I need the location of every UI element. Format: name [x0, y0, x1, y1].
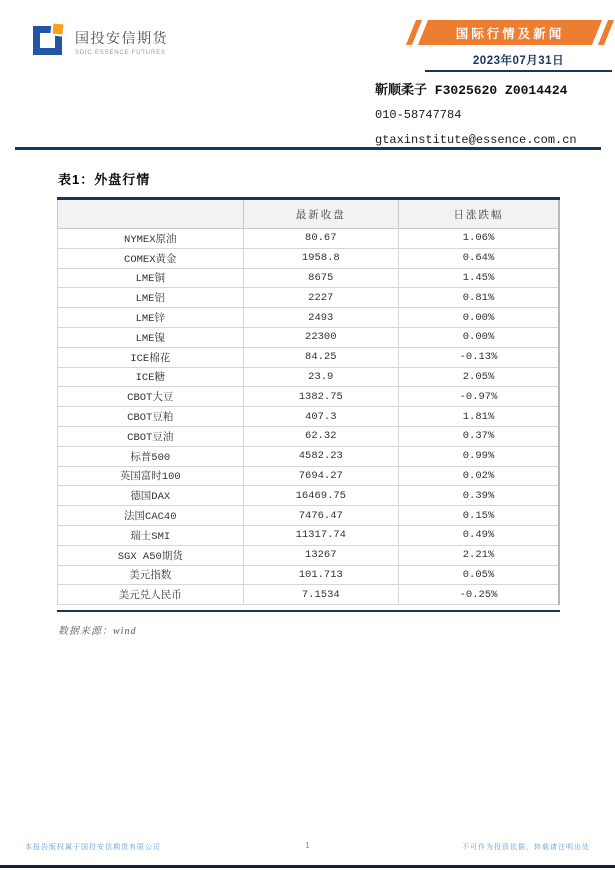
instrument-name-cell: COMEX黄金 — [58, 248, 244, 268]
daily-change-cell: 0.15% — [399, 506, 560, 526]
analyst-name-and-ids: 靳顺柔子 F3025620 Z0014424 — [375, 83, 568, 98]
instrument-name-cell: ICE糖 — [58, 367, 244, 387]
latest-close-cell: 7694.27 — [243, 466, 398, 486]
company-logo-icon — [33, 22, 71, 58]
daily-change-cell: 0.99% — [399, 446, 560, 466]
table-row — [58, 446, 560, 466]
table-header-row — [58, 199, 560, 229]
instrument-name-cell: 标普500 — [58, 446, 244, 466]
instrument-name-cell: LME锌 — [58, 308, 244, 328]
daily-change-cell: 2.05% — [399, 367, 560, 387]
col-header-daily-change: 日涨跌幅 — [399, 199, 560, 229]
instrument-name-cell: CBOT豆油 — [58, 426, 244, 446]
daily-change-cell: 1.45% — [399, 268, 560, 288]
table-row — [58, 229, 560, 249]
table-row — [58, 347, 560, 367]
instrument-name-cell: 法国CAC40 — [58, 506, 244, 526]
logo-orange-square — [50, 21, 65, 36]
daily-change-cell: 1.81% — [399, 407, 560, 427]
col-header-latest-close: 最新收盘 — [243, 199, 398, 229]
latest-close-cell: 2493 — [243, 308, 398, 328]
latest-close-cell: 407.3 — [243, 407, 398, 427]
report-date: 2023年07月31日 — [472, 55, 565, 67]
date-underline — [425, 70, 612, 72]
table-row — [58, 268, 560, 288]
latest-close-cell: 84.25 — [243, 347, 398, 367]
instrument-name-cell: 美元兑人民币 — [58, 585, 244, 605]
company-logo — [33, 22, 168, 58]
latest-close-cell: 1382.75 — [243, 387, 398, 407]
instrument-name-cell: LME铝 — [58, 288, 244, 308]
latest-close-cell: 4582.23 — [243, 446, 398, 466]
table-row — [58, 367, 560, 387]
latest-close-cell: 62.32 — [243, 426, 398, 446]
latest-close-cell: 80.67 — [243, 229, 398, 249]
daily-change-cell: -0.13% — [399, 347, 560, 367]
instrument-name-cell: LME镍 — [58, 327, 244, 347]
daily-change-cell: -0.25% — [399, 585, 560, 605]
instrument-name-cell: 瑞士SMI — [58, 525, 244, 545]
instrument-name-cell: 英国富时100 — [58, 466, 244, 486]
instrument-name-cell: LME铜 — [58, 268, 244, 288]
instrument-name-cell: 德国DAX — [58, 486, 244, 506]
table-row — [58, 426, 560, 446]
table-row — [58, 248, 560, 268]
footer-page-number: 1 — [305, 841, 310, 850]
daily-change-cell: 0.02% — [399, 466, 560, 486]
daily-change-cell: 0.05% — [399, 565, 560, 585]
report-category-banner — [408, 20, 612, 45]
daily-change-cell: -0.97% — [399, 387, 560, 407]
latest-close-cell: 13267 — [243, 545, 398, 565]
instrument-name-cell: NYMEX原油 — [58, 229, 244, 249]
latest-close-cell: 2227 — [243, 288, 398, 308]
table-row — [58, 525, 560, 545]
footer-copyright: 本报告版权属于国投安信期货有限公司 — [25, 844, 161, 851]
table-row — [58, 466, 560, 486]
daily-change-cell: 0.81% — [399, 288, 560, 308]
instrument-name-cell: CBOT大豆 — [58, 387, 244, 407]
data-source-note: 数据来源：wind — [58, 626, 137, 637]
table-row — [58, 387, 560, 407]
footer-bottom-bar — [0, 865, 615, 868]
col-header-instrument — [58, 199, 244, 229]
latest-close-cell: 22300 — [243, 327, 398, 347]
daily-change-cell: 0.37% — [399, 426, 560, 446]
latest-close-cell: 8675 — [243, 268, 398, 288]
latest-close-cell: 7476.47 — [243, 506, 398, 526]
table-row — [58, 565, 560, 585]
table-row — [58, 506, 560, 526]
daily-change-cell: 0.64% — [399, 248, 560, 268]
instrument-name-cell: CBOT豆粕 — [58, 407, 244, 427]
instrument-name-cell: ICE棉花 — [58, 347, 244, 367]
table-title: 表1：外盘行情 — [58, 172, 151, 187]
table-row — [58, 288, 560, 308]
latest-close-cell: 23.9 — [243, 367, 398, 387]
header-divider — [15, 147, 601, 150]
table-row — [58, 327, 560, 347]
instrument-name-cell: SGX A50期货 — [58, 545, 244, 565]
daily-change-cell: 0.00% — [399, 308, 560, 328]
analyst-email: gtaxinstitute@essence.com.cn — [375, 133, 577, 147]
daily-change-cell: 2.21% — [399, 545, 560, 565]
latest-close-cell: 7.1534 — [243, 585, 398, 605]
daily-change-cell: 1.06% — [399, 229, 560, 249]
table-row — [58, 545, 560, 565]
table-row — [58, 407, 560, 427]
latest-close-cell: 1958.8 — [243, 248, 398, 268]
analyst-contact-block — [375, 78, 577, 153]
company-name-en: SDIC ESSENCE FUTURES — [75, 50, 166, 56]
banner-label: 国际行情及新闻 — [455, 26, 565, 41]
analyst-phone: 010-58747784 — [375, 108, 462, 122]
table-row — [58, 585, 560, 605]
instrument-name-cell: 美元指数 — [58, 565, 244, 585]
latest-close-cell: 11317.74 — [243, 525, 398, 545]
footer-disclaimer: 不可作为投资依据，转载请注明出处 — [462, 844, 590, 851]
table-row — [58, 308, 560, 328]
daily-change-cell: 0.49% — [399, 525, 560, 545]
daily-change-cell: 0.00% — [399, 327, 560, 347]
latest-close-cell: 16469.75 — [243, 486, 398, 506]
company-name-cn: 国投安信期货 — [75, 30, 168, 46]
latest-close-cell: 101.713 — [243, 565, 398, 585]
table-row — [58, 486, 560, 506]
daily-change-cell: 0.39% — [399, 486, 560, 506]
market-table — [57, 197, 560, 605]
table-bottom-divider — [57, 610, 560, 612]
